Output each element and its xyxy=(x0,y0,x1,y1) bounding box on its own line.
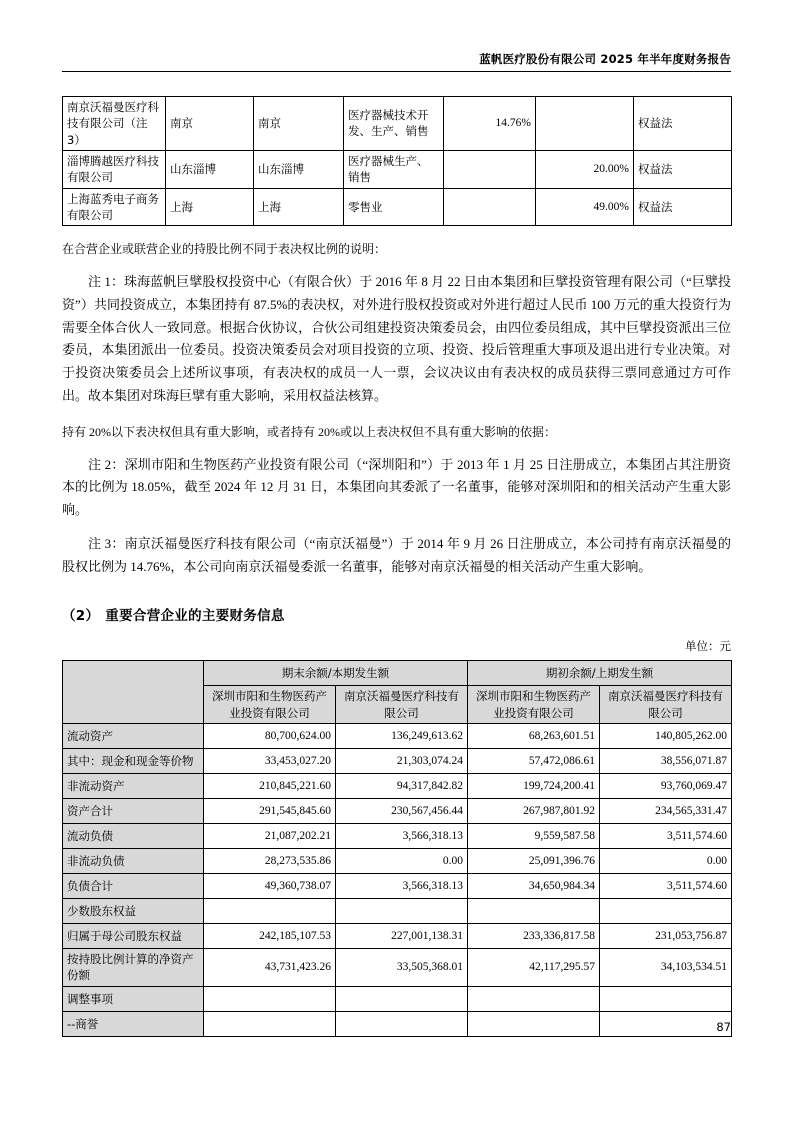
row-value: 25,091,396.76 xyxy=(468,849,600,874)
row-label: 非流动负债 xyxy=(63,849,204,874)
page-number: 87 xyxy=(716,1020,731,1034)
section-heading xyxy=(62,604,731,624)
voting-ratio-lead-text: 在合营企业或联营企业的持股比例不同于表决权比例的说明： xyxy=(62,242,387,257)
unit-label: 单位：元 xyxy=(685,639,731,654)
table-row xyxy=(63,986,732,1011)
row-value: 80,700,624.00 xyxy=(204,724,336,749)
table-row xyxy=(63,749,732,774)
row-label: 其中：现金和现金等价物 xyxy=(63,749,204,774)
table-row xyxy=(63,799,732,824)
row-value: 33,505,368.01 xyxy=(336,949,468,987)
row-label: 归属于母公司股东权益 xyxy=(63,924,204,949)
company-name-cell: 淄博腾越医疗科技有限公司 xyxy=(63,150,166,188)
row-value: 21,303,074.24 xyxy=(336,749,468,774)
registered-place-cell: 上海 xyxy=(166,188,254,226)
row-label: 非流动资产 xyxy=(63,774,204,799)
row-label: 流动资产 xyxy=(63,724,204,749)
row-value: 9,559,587.58 xyxy=(468,824,600,849)
row-label: 少数股东权益 xyxy=(63,899,204,924)
row-value xyxy=(468,986,600,1011)
note-1-paragraph: 注 1：珠海蓝帆巨擘股权投资中心（有限合伙）于 2016 年 8 月 22 日由本集团和巨擘投资管理有限公司（“巨擘投资”）共同投资成立，本集团持有 87.5%的表决权，对外进行股权投资或对外进行超过人民币 100 万元的重大投资行为需要全体合伙人一致同意。根据合伙协议，合伙公司组建投资决策委员会，由四位委员组成，其中巨擘投资派出三位委员，本集团派出一位委员。投资决策委员会对项目投资的立项、投资、投后管理重大事项及退出进行专业决策。对于投资决策委员会上述所议事项，有表决权的成员一人一票，会议决议由有表决权的成员获得三票同意通过方可作出。故本集团对珠海巨擘有重大影响，采用权益法核算。 xyxy=(62,274,731,403)
row-value: 28,273,535.86 xyxy=(204,849,336,874)
row-value: 0.00 xyxy=(336,849,468,874)
row-label: 流动负债 xyxy=(63,824,204,849)
row-value xyxy=(600,899,732,924)
table-row xyxy=(63,849,732,874)
note-2-paragraph: 注 2：深圳市阳和生物医药产业投资有限公司（“深圳阳和”）于 2013 年 1 月 25 日注册成立，本集团占其注册资本的比例为 18.05%，截至 2024 年 12 月 31 日，本集团向其委派了一名董事，能够对深圳阳和的相关活动产生重大影响。 xyxy=(62,456,731,518)
row-value xyxy=(336,899,468,924)
row-value: 136,249,613.62 xyxy=(336,724,468,749)
significant-influence-lead-text: 持有 20%以下表决权但具有重大影响，或者持有 20%或以上表决权但不具有重大影响的依据： xyxy=(62,424,556,439)
row-value: 43,731,423.26 xyxy=(204,949,336,987)
row-value: 291,545,845.60 xyxy=(204,799,336,824)
header-group-period-begin: 期初余额/上期发生额 xyxy=(468,661,732,686)
business-place-cell: 南京 xyxy=(254,96,344,150)
header-corner-cell xyxy=(63,661,204,724)
joint-venture-financial-table xyxy=(62,660,732,1036)
row-value: 49,360,738.07 xyxy=(204,874,336,899)
row-value: 233,336,817.58 xyxy=(468,924,600,949)
direct-ratio-cell xyxy=(444,150,536,188)
registered-place-cell: 南京 xyxy=(166,96,254,150)
row-value: 3,511,574.60 xyxy=(600,874,732,899)
row-value: 38,556,071.87 xyxy=(600,749,732,774)
row-value: 0.00 xyxy=(600,849,732,874)
ownership-table xyxy=(62,96,732,226)
table-header-group-row xyxy=(63,661,732,686)
table-row xyxy=(63,96,732,150)
row-value: 230,567,456.44 xyxy=(336,799,468,824)
registered-place-cell: 山东淄博 xyxy=(166,150,254,188)
row-label: 按持股比例计算的净资产份额 xyxy=(63,949,204,987)
business-nature-cell: 医疗器械技术开发、生产、销售 xyxy=(344,96,444,150)
header-divider xyxy=(62,71,731,72)
row-value: 234,565,331.47 xyxy=(600,799,732,824)
business-nature-cell: 医疗器械生产、销售 xyxy=(344,150,444,188)
row-value: 68,263,601.51 xyxy=(468,724,600,749)
table-row xyxy=(63,724,732,749)
row-value xyxy=(204,899,336,924)
row-value: 210,845,221.60 xyxy=(204,774,336,799)
accounting-method-cell: 权益法 xyxy=(634,188,732,226)
table-row xyxy=(63,874,732,899)
header-col-shenzhen-yanghe-prior: 深圳市阳和生物医药产业投资有限公司 xyxy=(468,686,600,724)
row-label: 调整事项 xyxy=(63,986,204,1011)
table-row xyxy=(63,899,732,924)
indirect-ratio-cell: 49.00% xyxy=(536,188,634,226)
note-3-paragraph: 注 3：南京沃福曼医疗科技有限公司（“南京沃福曼”）于 2014 年 9 月 26 日注册成立，本公司持有南京沃福曼的股权比例为 14.76%，本公司向南京沃福曼委派一名董事，能够对南京沃福曼的相关活动产生重大影响。 xyxy=(62,535,731,574)
row-value xyxy=(204,986,336,1011)
row-value xyxy=(468,1011,600,1036)
table-row xyxy=(63,824,732,849)
running-header xyxy=(62,0,731,67)
row-value: 33,453,027.20 xyxy=(204,749,336,774)
row-value: 34,650,984.34 xyxy=(468,874,600,899)
business-nature-cell: 零售业 xyxy=(344,188,444,226)
row-label: 负债合计 xyxy=(63,874,204,899)
row-value: 199,724,200.41 xyxy=(468,774,600,799)
indirect-ratio-cell: 20.00% xyxy=(536,150,634,188)
direct-ratio-cell: 14.76% xyxy=(444,96,536,150)
row-value: 3,566,318.13 xyxy=(336,874,468,899)
row-value xyxy=(336,1011,468,1036)
section-title: 重要合营企业的主要财务信息 xyxy=(105,608,285,625)
row-value: 34,103,534.51 xyxy=(600,949,732,987)
table-row xyxy=(63,924,732,949)
row-value xyxy=(600,986,732,1011)
header-col-shenzhen-yanghe-current: 深圳市阳和生物医药产业投资有限公司 xyxy=(204,686,336,724)
row-value xyxy=(336,986,468,1011)
row-value: 3,566,318.13 xyxy=(336,824,468,849)
row-value: 57,472,086.61 xyxy=(468,749,600,774)
row-label: 资产合计 xyxy=(63,799,204,824)
business-place-cell: 山东淄博 xyxy=(254,150,344,188)
row-label: --商誉 xyxy=(63,1011,204,1036)
row-value: 227,001,138.31 xyxy=(336,924,468,949)
table-row xyxy=(63,774,732,799)
row-value xyxy=(468,899,600,924)
row-value: 94,317,842.82 xyxy=(336,774,468,799)
row-value: 93,760,069.47 xyxy=(600,774,732,799)
row-value: 3,511,574.60 xyxy=(600,824,732,849)
row-value xyxy=(600,1011,732,1036)
row-value: 140,805,262.00 xyxy=(600,724,732,749)
accounting-method-cell: 权益法 xyxy=(634,96,732,150)
row-value: 267,987,801.92 xyxy=(468,799,600,824)
row-value: 21,087,202.21 xyxy=(204,824,336,849)
company-name-cell: 上海蓝秀电子商务有限公司 xyxy=(63,188,166,226)
running-header-title: 蓝帆医疗股份有限公司 2025 年半年度财务报告 xyxy=(479,52,731,66)
table-row xyxy=(63,188,732,226)
accounting-method-cell: 权益法 xyxy=(634,150,732,188)
row-value xyxy=(204,1011,336,1036)
header-col-nanjing-wofuman-prior: 南京沃福曼医疗科技有限公司 xyxy=(600,686,732,724)
header-group-period-end: 期末余额/本期发生额 xyxy=(204,661,468,686)
indirect-ratio-cell xyxy=(536,96,634,150)
direct-ratio-cell xyxy=(444,188,536,226)
table-row xyxy=(63,949,732,987)
company-name-cell: 南京沃福曼医疗科技有限公司（注 3） xyxy=(63,96,166,150)
business-place-cell: 上海 xyxy=(254,188,344,226)
row-value: 42,117,295.57 xyxy=(468,949,600,987)
table-row xyxy=(63,1011,732,1036)
table-row xyxy=(63,150,732,188)
row-value: 231,053,756.87 xyxy=(600,924,732,949)
section-number: （2） xyxy=(62,608,100,625)
header-col-nanjing-wofuman-current: 南京沃福曼医疗科技有限公司 xyxy=(336,686,468,724)
row-value: 242,185,107.53 xyxy=(204,924,336,949)
